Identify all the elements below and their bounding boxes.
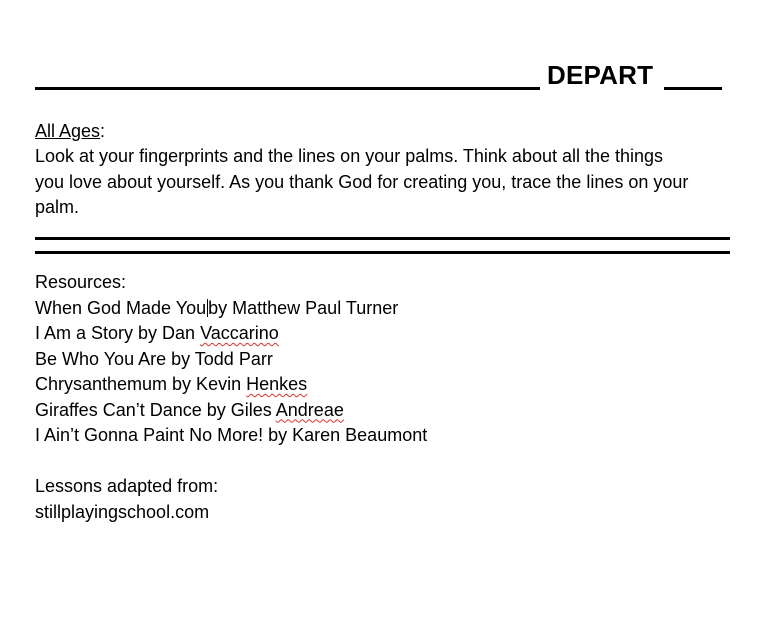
resource-item [35, 296, 427, 322]
resource-text: I Ain’t Gonna Paint No More! by Karen Beaumont [35, 425, 428, 445]
resource-item [35, 423, 427, 449]
resource-text: Chrysanthemum by Kevin [35, 374, 247, 394]
adapted-section [35, 474, 218, 525]
name-blank-line [35, 87, 540, 90]
resource-item [35, 347, 427, 373]
resource-text: When God Made You [35, 297, 207, 318]
adapted-source: stillplayingschool.com [35, 501, 210, 522]
resource-item [35, 321, 427, 347]
adapted-heading: Lessons adapted from: [35, 476, 219, 496]
resource-item [35, 398, 427, 424]
resource-text: by Matthew Paul Turner [208, 297, 399, 318]
resource-item [35, 372, 427, 398]
short-blank-line [664, 87, 722, 90]
resources-heading: Resources: [35, 272, 127, 292]
depart-header [35, 58, 725, 92]
all-ages-instructions [35, 144, 688, 221]
instruction-line: you love about yourself. As you thank God for creating you, trace the lines on your [35, 171, 689, 192]
resource-text: Giraffes Can’t Dance by Giles [35, 399, 276, 420]
instruction-line: Look at your fingerprints and the lines on your palms. Think about all the things [35, 146, 664, 166]
spellcheck-flagged-word[interactable]: Andreae [275, 399, 344, 420]
spellcheck-flagged-word[interactable]: Vaccarino [200, 323, 279, 343]
section-divider-top [35, 237, 730, 240]
all-ages-heading [35, 119, 105, 145]
section-divider-bottom [35, 251, 730, 254]
all-ages-label: All Ages [35, 121, 101, 141]
all-ages-colon: : [100, 121, 106, 141]
resource-text: I Am a Story by Dan [35, 323, 201, 343]
resource-text: Be Who You Are by Todd Parr [35, 348, 273, 369]
depart-title: DEPART [547, 60, 654, 90]
instruction-line: palm. [35, 197, 80, 217]
resources-section [35, 270, 427, 449]
spellcheck-flagged-word[interactable]: Henkes [246, 374, 308, 394]
